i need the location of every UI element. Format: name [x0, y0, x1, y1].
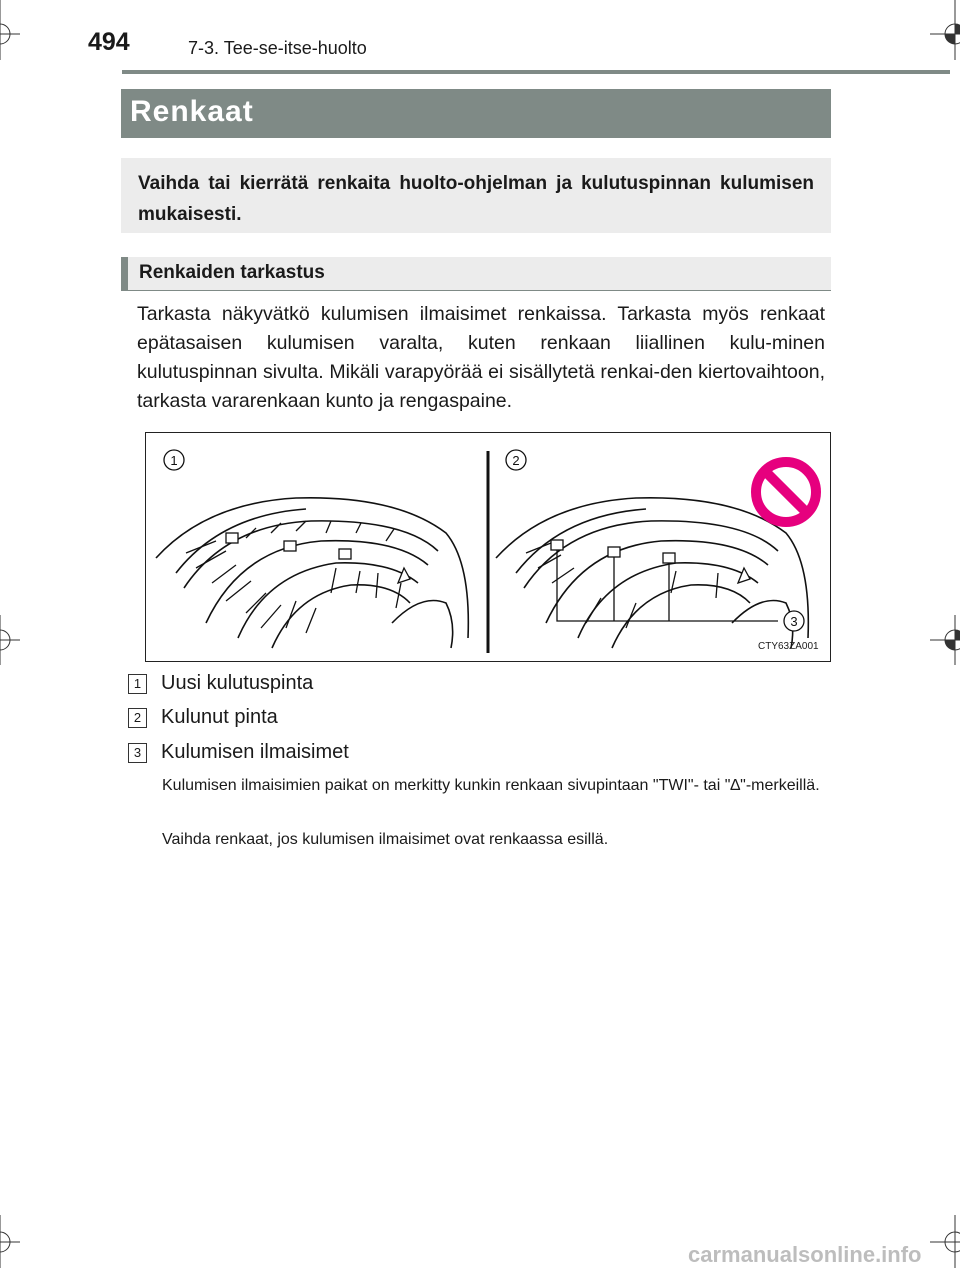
tire-illustration: [146, 433, 832, 663]
legend-label: Uusi kulutuspinta: [161, 672, 314, 694]
callout-1-label: 1: [170, 453, 178, 468]
note-wear-indicator-location: Kulumisen ilmaisimien paikat on merkitty kunkin renkaan sivupintaan "TWI"- tai "∆"-merkeillä.: [162, 777, 820, 794]
page-number: 494: [88, 28, 130, 56]
legend-number: 3: [128, 743, 147, 763]
legend-label: Kulunut pinta: [161, 706, 278, 728]
page-title-bar: [121, 89, 831, 138]
header-rule: [122, 70, 950, 74]
intro-text: Vaihda tai kierrätä renkaita huolto-ohjelman ja kulutuspinnan kulumisen mukaisesti.: [138, 173, 814, 225]
subsection-heading-bar: [121, 257, 831, 291]
section-reference: 7-3. Tee-se-itse-huolto: [188, 38, 367, 58]
subsection-title: Renkaiden tarkastus: [139, 262, 325, 283]
page-title: Renkaat: [130, 95, 254, 128]
heading-accent: [121, 257, 128, 290]
intro-box: [121, 158, 831, 233]
legend-number: 2: [128, 708, 147, 728]
legend-label: Kulumisen ilmaisimet: [161, 741, 349, 763]
prohibition-icon: [756, 462, 816, 522]
callout-3-label: 3: [790, 614, 798, 629]
subsection-body: Tarkasta näkyvätkö kulumisen ilmaisimet renkaissa. Tarkasta myös renkaat epätasaisen kulumisen varalta, kuten renkaan liiallinen kulu-minen kulutuspinnan sivulta. Mikäli varapyörää ei sisällytetä renkai-den kiertovaihtoon, tarkasta vararenkaan kunto ja rengaspaine.: [137, 303, 825, 412]
callout-2-label: 2: [512, 453, 520, 468]
figure-code: CTY63ZA001: [758, 641, 819, 652]
legend-number: 1: [128, 674, 147, 694]
tire-figure: [145, 432, 831, 662]
note-replace-tires: Vaihda renkaat, jos kulumisen ilmaisimet ovat renkaassa esillä.: [162, 831, 609, 848]
watermark: carmanualsonline.info: [688, 1242, 922, 1267]
